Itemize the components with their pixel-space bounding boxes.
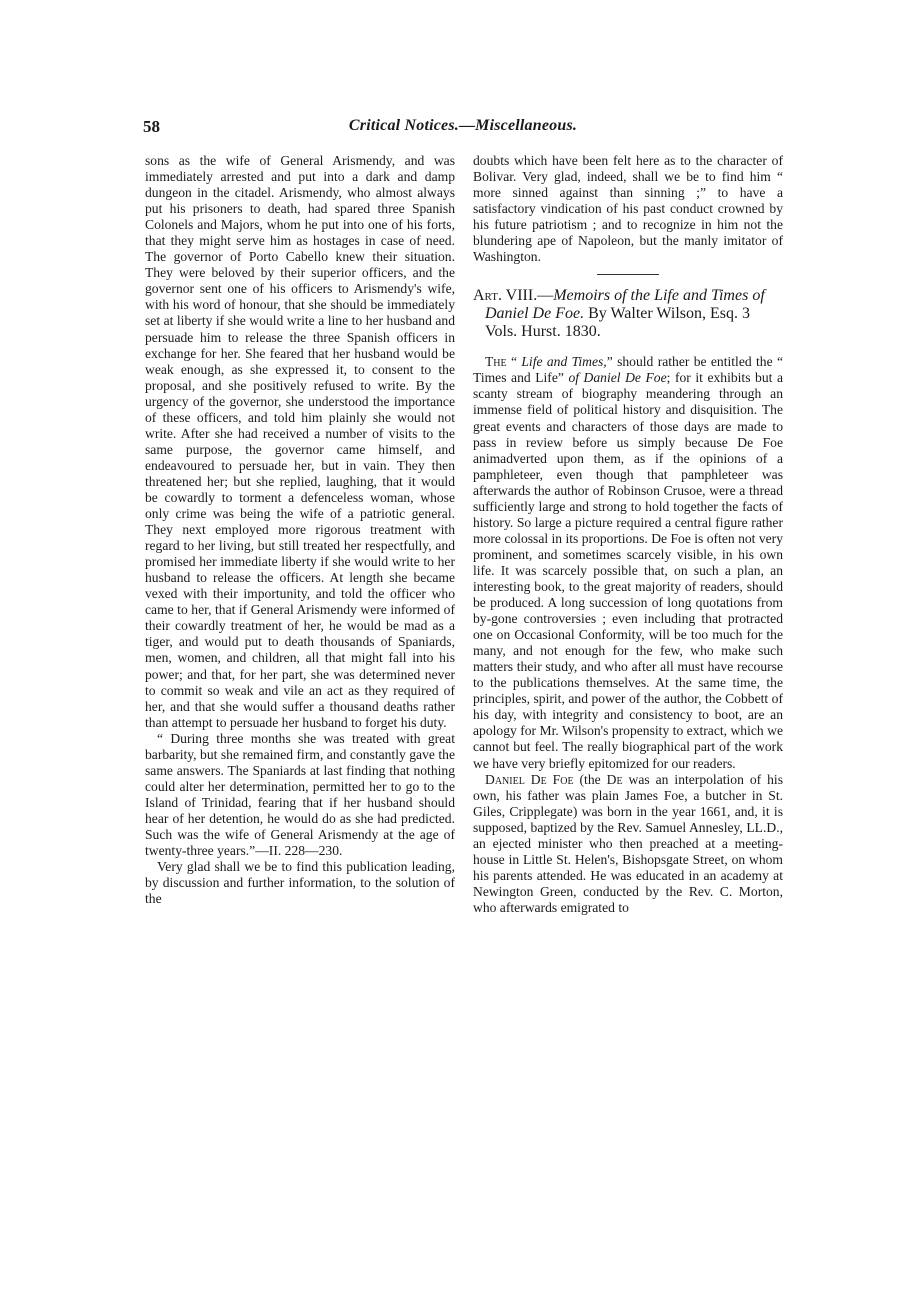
right-paragraph-continued: doubts which have been felt here as to the character of Bolivar. Very glad, indeed, shall we be to find him “ more sinned against than sinning ;” to have a satisfactory vindication of his past conduct crowned by his future patriotism ; and to recognize in him not the blundering ape of Napoleon, but the manly imitator of Washington. [473, 153, 783, 265]
review-text-1: ” should rather be entitled the “ Times and Life” [473, 354, 783, 386]
right-column [473, 153, 783, 916]
article-title: Memoirs of the Life and Times of Daniel De Foe. [485, 287, 765, 323]
article-label: Art. VIII.— [473, 287, 554, 305]
paren-open: (the [573, 771, 607, 787]
page-number: 58 [143, 117, 160, 136]
left-paragraph-closing: Very glad shall we be to find this publication leading, by discussion and further information, to the solution of the [145, 859, 455, 907]
subject-name: Daniel De Foe [485, 771, 574, 787]
article-byline: By Walter Wilson, Esq. 3 Vols. Hurst. 1830. [485, 305, 750, 341]
de-particle: De [606, 771, 623, 787]
left-paragraph-continued: sons as the wife of General Arismendy, and was immediately arrested and put into a dark and damp dungeon in the citadel. Arismendy, who almost always put his prisoners to death, had spared three Spanish Colonels and Majors, whom he put into one of his forts, that they might serve him as hostages in case of need. The governor of Porto Cabello knew their situation. They were beloved by their superior officers, and the governor sent one of his officers to Arismendy's wife, with his word of honour, that she should be immediately set at liberty if she would write a line to her husband and persuade him to release the three Spanish officers in exchange for her. She feared that her husband would be weak enough, as she expressed it, to consent to the proposal, and she positively refused to write. By the urgency of the governor, she understood the importance of these officers, and told him plainly she would not write. After she had received a number of visits to the same purpose, the governor came himself, and endeavoured to persuade her, but in vain. They then threatened her; but she replied, laughing, that it would be cowardly to torment a defenceless woman, whose only crime was being the wife of a patriotic general. They next employed more rigorous treatment with regard to her living, but still treated her respectfully, and promised her immediate liberty if she would write to her husband to release the officers. At length she became vexed with their importunity, and told the officer who came to her, that if General Arismendy were informed of their cowardly treatment of her, he would be mad as a tiger, and would put to death thousands of Spaniards, men, women, and children, all that might fall into his power; and that, for her part, she was determined never to commit so weak and vile an act as they required of her, and that she would suffer a thousand deaths rather than attempt to persuade her husband to forget his duty. [145, 153, 455, 730]
review-text-2: ; for it exhibits but a scanty stream of biography meandering through an immense field of political history and disquisition. The great events and characters of those days are made to pass in review before us simply because De Foe animadverted upon them, as if the opinions of a pamphleteer, even though that pamphleteer was afterwards the author of Robinson Crusoe, were a thread sufficiently large and strong to hold together the facts of history. So large a picture required a central figure rather more colossal in its proportions. De Foe is often not very prominent, and sometimes scarcely visible, in his own life. It was scarcely possible that, on such a plan, an interesting book, to the great majority of readers, should be produced. A long succession of long quotations from by-gone controversies ; even including that protracted one on Occasional Conformity, will be too much for the many, and not enough for the few, who make such matters their study, and who after all must have recourse to the publications themselves. At the same time, the principles, spirit, and power of the author, the Cobbett of his day, with integrity and consistency to boot, are an apology for Mr. Wilson's propensity to extract, which we cannot but feel. The really biographical part of the work we have very briefly epitomized for our readers. [473, 370, 783, 771]
quoted-title: Life and Times, [521, 354, 607, 370]
running-head [143, 117, 783, 139]
review-text-3: was an interpolation of his own, his father was plain James Foe, a butcher in St. Giles, Cripplegate) was born in the year 1661, and, it is supposed, baptized by the Rev. Samuel Annesley, LL.D., an ejected minister who then preached at a meeting-house in Little St. Helen's, Bishopsgate Street, on whom his parents attended. He was educated in an academy at Newington Green, conducted by the Rev. C. Morton, who afterwards emigrated to [473, 771, 783, 915]
review-paragraph-1 [473, 354, 783, 771]
book-subject-title: of Daniel De Foe [568, 370, 667, 386]
review-lead-word: The [485, 354, 507, 370]
review-paragraph-2 [473, 772, 783, 916]
left-column [145, 153, 455, 907]
article-heading [473, 287, 783, 341]
left-paragraph-quotation: “ During three months she was treated with great barbarity, but she remained firm, and constantly gave the same answers. The Spaniards at last finding that nothing could alter her determination, permitted her to go to the Island of Trinidad, fearing that if her husband should hear of her detention, he would do as she had predicted. Such was the wife of General Arismendy at the age of twenty-three years.”—II. 228—230. [145, 730, 455, 859]
quote-mark: “ [506, 354, 522, 370]
running-title: Critical Notices.—Miscellaneous. [348, 117, 578, 134]
section-divider [597, 274, 659, 275]
